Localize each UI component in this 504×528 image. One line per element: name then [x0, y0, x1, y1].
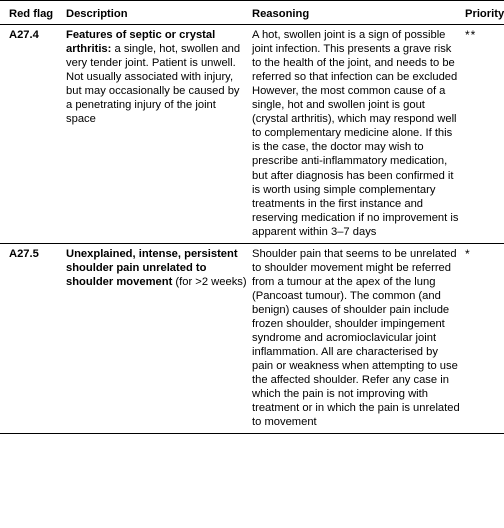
- header-description: Description: [57, 0, 250, 25]
- table-row: [0, 25, 504, 244]
- red-flag-code: A27.4: [0, 25, 57, 244]
- description-cell: [57, 243, 250, 434]
- table-header-row: [0, 0, 504, 25]
- description-text: (for >2 weeks): [172, 275, 247, 288]
- header-priority: Priority: [462, 0, 504, 25]
- red-flag-code: A27.5: [0, 243, 57, 434]
- table-row: [0, 243, 504, 434]
- description-bold-text: Features of septic or crystal arthritis:: [66, 29, 216, 56]
- header-red-flag: Red flag: [0, 0, 57, 25]
- reasoning-cell: Shoulder pain that seems to be unrelated to shoulder movement might be referred from a tumour at the apex of the lung (Pancoast tumour). The common (and benign) causes of shoulder pain include frozen shoulder, shoulder impingement syndrome and acromioclavicular joint inflammation. All are characterised by pain or weakness when attempting to use the affected shoulder. Refer any case in which the pain is not improving with treatment or in which the pain is unrelated to movement: [250, 243, 462, 434]
- reasoning-cell: A hot, swollen joint is a sign of possible joint infection. This presents a grave risk to the health of the joint, and needs to be referred so that infection can be excluded However, the most common cause of a single, hot and swollen joint is gout (crystal arthritis), which may respond well to complementary medicine alone. If this is the case, the doctor may wish to prescribe anti-inflammatory medication, but after diagnosis has been confirmed it is worth using simple complementary treatments in the first instance and reserving medication if no improvement is apparent within 3–7 days: [250, 25, 462, 244]
- priority-cell: **: [462, 25, 504, 244]
- description-cell: [57, 25, 250, 244]
- priority-cell: *: [462, 243, 504, 434]
- description-bold-text: Unexplained, intense, persistent shoulder pain unrelated to shoulder movement: [66, 247, 238, 288]
- header-reasoning: Reasoning: [250, 0, 462, 25]
- description-text: a single, hot, swollen and very tender joint. Patient is unwell. Not usually associated with injury, but may occasionally be caused by a penetrating injury of the joint space: [66, 43, 241, 126]
